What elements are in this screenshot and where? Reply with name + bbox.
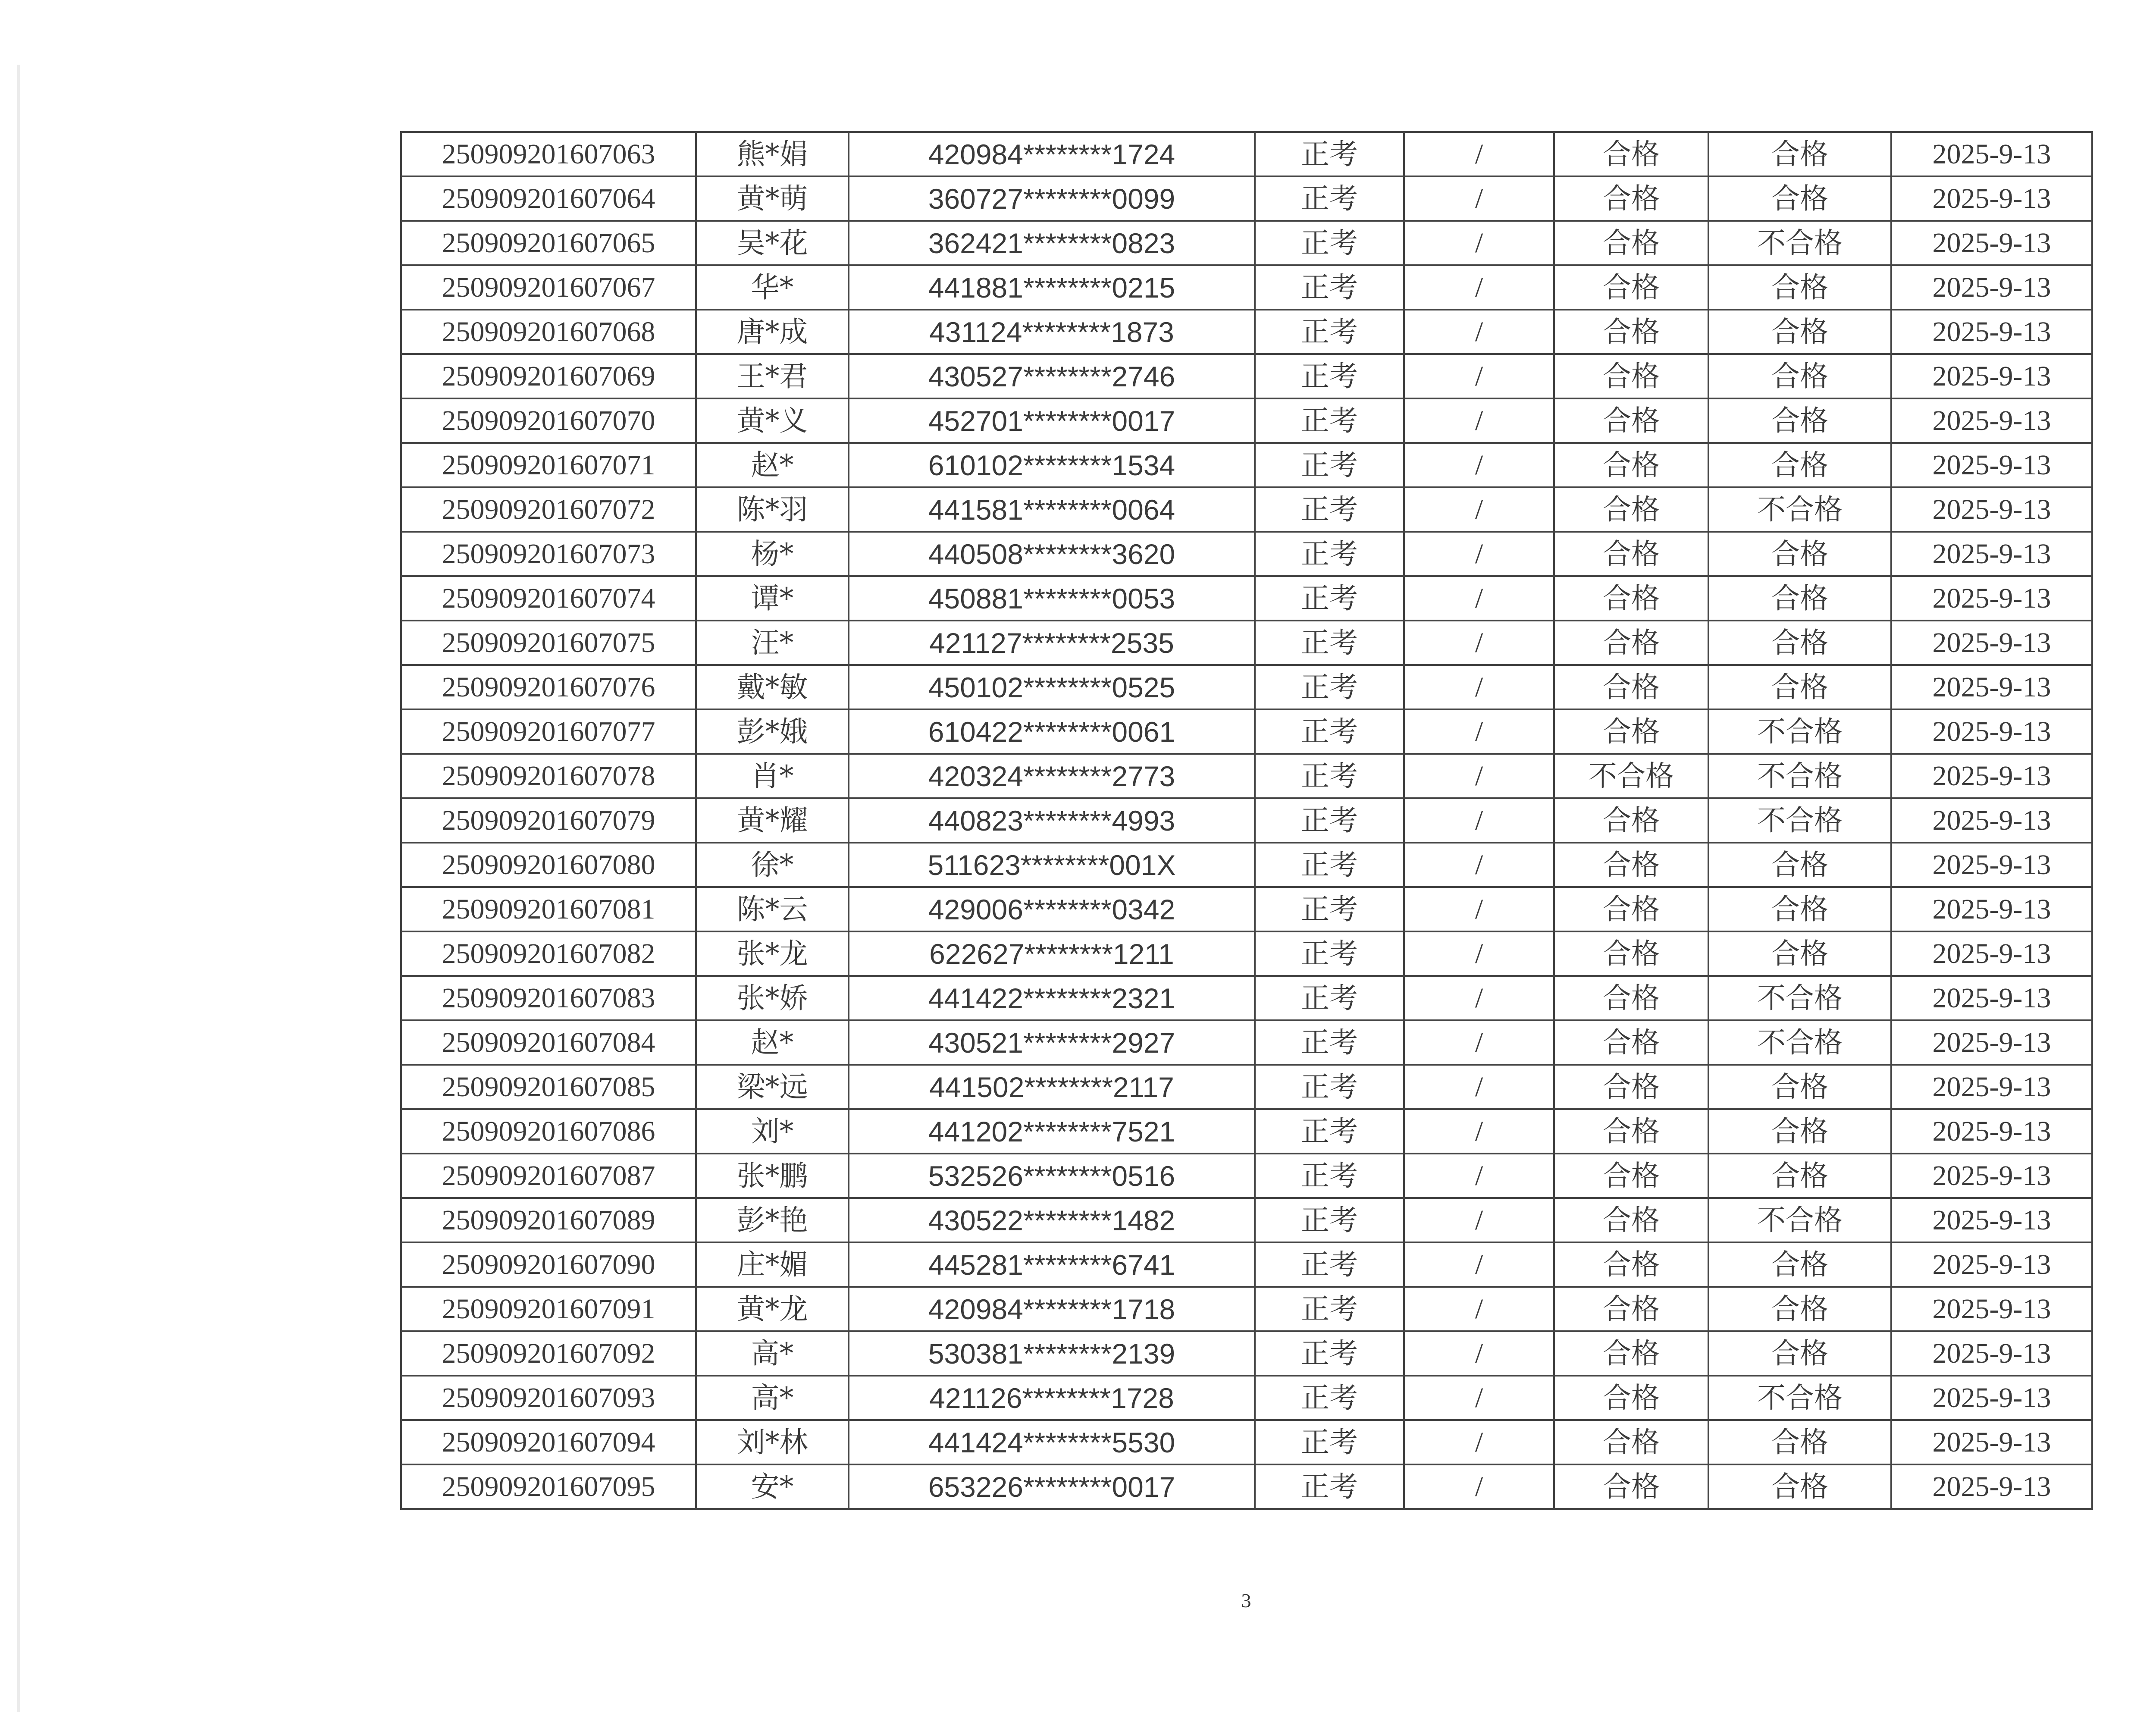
cell-result-2: 合格 xyxy=(1708,443,1891,487)
cell-exam-id: 250909201607069 xyxy=(401,354,696,398)
cell-slash: / xyxy=(1404,576,1554,621)
cell-name: 刘* xyxy=(696,1109,849,1154)
table-row xyxy=(401,310,2092,354)
cell-slash: / xyxy=(1404,798,1554,843)
cell-name: 唐*成 xyxy=(696,310,849,354)
cell-result-2: 合格 xyxy=(1708,354,1891,398)
cell-result-1: 合格 xyxy=(1554,1154,1708,1198)
table-row xyxy=(401,265,2092,310)
table-row xyxy=(401,1065,2092,1109)
cell-name: 熊*娟 xyxy=(696,132,849,176)
cell-date: 2025-9-13 xyxy=(1891,798,2092,843)
cell-slash: / xyxy=(1404,1287,1554,1331)
cell-id-card: 430527********2746 xyxy=(849,354,1255,398)
cell-exam-id: 250909201607076 xyxy=(401,665,696,709)
cell-slash: / xyxy=(1404,1198,1554,1242)
cell-exam-id: 250909201607083 xyxy=(401,976,696,1020)
cell-result-1: 合格 xyxy=(1554,887,1708,931)
cell-name: 陈*羽 xyxy=(696,487,849,532)
cell-name: 肖* xyxy=(696,754,849,798)
cell-exam-type: 正考 xyxy=(1255,1020,1404,1065)
cell-date: 2025-9-13 xyxy=(1891,1198,2092,1242)
cell-exam-id: 250909201607072 xyxy=(401,487,696,532)
cell-result-2: 合格 xyxy=(1708,1109,1891,1154)
cell-result-2: 合格 xyxy=(1708,176,1891,221)
cell-name: 黄*耀 xyxy=(696,798,849,843)
cell-result-2: 合格 xyxy=(1708,532,1891,576)
cell-name: 庄*媚 xyxy=(696,1242,849,1287)
cell-slash: / xyxy=(1404,532,1554,576)
table-row xyxy=(401,1020,2092,1065)
table-row xyxy=(401,754,2092,798)
cell-result-2: 不合格 xyxy=(1708,487,1891,532)
table-row xyxy=(401,354,2092,398)
scan-edge-shadow xyxy=(17,65,20,1712)
cell-result-1: 合格 xyxy=(1554,398,1708,443)
cell-slash: / xyxy=(1404,1154,1554,1198)
cell-id-card: 362421********0823 xyxy=(849,221,1255,265)
cell-id-card: 530381********2139 xyxy=(849,1331,1255,1376)
cell-result-2: 合格 xyxy=(1708,1420,1891,1464)
table-row xyxy=(401,1154,2092,1198)
table-row xyxy=(401,398,2092,443)
cell-name: 张*鹏 xyxy=(696,1154,849,1198)
cell-date: 2025-9-13 xyxy=(1891,1376,2092,1420)
table-row xyxy=(401,221,2092,265)
cell-result-1: 合格 xyxy=(1554,843,1708,887)
cell-name: 汪* xyxy=(696,621,849,665)
table-row xyxy=(401,1464,2092,1509)
cell-date: 2025-9-13 xyxy=(1891,754,2092,798)
cell-date: 2025-9-13 xyxy=(1891,132,2092,176)
cell-exam-id: 250909201607093 xyxy=(401,1376,696,1420)
cell-result-2: 合格 xyxy=(1708,1242,1891,1287)
cell-exam-id: 250909201607063 xyxy=(401,132,696,176)
cell-exam-type: 正考 xyxy=(1255,1242,1404,1287)
cell-exam-type: 正考 xyxy=(1255,798,1404,843)
cell-result-2: 合格 xyxy=(1708,621,1891,665)
cell-exam-id: 250909201607086 xyxy=(401,1109,696,1154)
cell-exam-id: 250909201607075 xyxy=(401,621,696,665)
cell-name: 黄*萌 xyxy=(696,176,849,221)
cell-name: 吴*花 xyxy=(696,221,849,265)
cell-name: 张*龙 xyxy=(696,931,849,976)
cell-date: 2025-9-13 xyxy=(1891,1154,2092,1198)
cell-exam-id: 250909201607079 xyxy=(401,798,696,843)
exam-results-table xyxy=(400,131,2093,1510)
cell-result-1: 合格 xyxy=(1554,1420,1708,1464)
table-row xyxy=(401,1331,2092,1376)
cell-result-1: 合格 xyxy=(1554,221,1708,265)
cell-id-card: 421126********1728 xyxy=(849,1376,1255,1420)
cell-id-card: 430521********2927 xyxy=(849,1020,1255,1065)
cell-name: 高* xyxy=(696,1376,849,1420)
cell-result-2: 合格 xyxy=(1708,665,1891,709)
cell-result-1: 合格 xyxy=(1554,798,1708,843)
cell-exam-type: 正考 xyxy=(1255,976,1404,1020)
cell-exam-id: 250909201607087 xyxy=(401,1154,696,1198)
cell-exam-type: 正考 xyxy=(1255,1376,1404,1420)
cell-result-2: 合格 xyxy=(1708,1464,1891,1509)
cell-result-1: 合格 xyxy=(1554,665,1708,709)
cell-id-card: 431124********1873 xyxy=(849,310,1255,354)
cell-exam-type: 正考 xyxy=(1255,754,1404,798)
cell-result-2: 不合格 xyxy=(1708,798,1891,843)
cell-exam-type: 正考 xyxy=(1255,532,1404,576)
cell-date: 2025-9-13 xyxy=(1891,1464,2092,1509)
table-row xyxy=(401,1420,2092,1464)
cell-slash: / xyxy=(1404,221,1554,265)
table-row xyxy=(401,931,2092,976)
cell-result-1: 不合格 xyxy=(1554,754,1708,798)
cell-name: 王*君 xyxy=(696,354,849,398)
table-row xyxy=(401,532,2092,576)
cell-slash: / xyxy=(1404,887,1554,931)
cell-id-card: 450881********0053 xyxy=(849,576,1255,621)
cell-slash: / xyxy=(1404,132,1554,176)
table-row xyxy=(401,1242,2092,1287)
cell-slash: / xyxy=(1404,976,1554,1020)
cell-exam-type: 正考 xyxy=(1255,265,1404,310)
cell-result-2: 合格 xyxy=(1708,310,1891,354)
cell-exam-id: 250909201607089 xyxy=(401,1198,696,1242)
cell-result-1: 合格 xyxy=(1554,1109,1708,1154)
cell-result-2: 不合格 xyxy=(1708,976,1891,1020)
cell-date: 2025-9-13 xyxy=(1891,621,2092,665)
cell-date: 2025-9-13 xyxy=(1891,1242,2092,1287)
cell-id-card: 429006********0342 xyxy=(849,887,1255,931)
cell-date: 2025-9-13 xyxy=(1891,576,2092,621)
cell-id-card: 532526********0516 xyxy=(849,1154,1255,1198)
cell-exam-type: 正考 xyxy=(1255,221,1404,265)
cell-id-card: 622627********1211 xyxy=(849,931,1255,976)
table-row xyxy=(401,132,2092,176)
cell-id-card: 441581********0064 xyxy=(849,487,1255,532)
cell-name: 赵* xyxy=(696,443,849,487)
cell-exam-type: 正考 xyxy=(1255,665,1404,709)
cell-exam-id: 250909201607064 xyxy=(401,176,696,221)
cell-date: 2025-9-13 xyxy=(1891,443,2092,487)
cell-result-2: 合格 xyxy=(1708,576,1891,621)
cell-result-2: 不合格 xyxy=(1708,1198,1891,1242)
table-body xyxy=(401,132,2092,1509)
cell-date: 2025-9-13 xyxy=(1891,221,2092,265)
cell-exam-id: 250909201607071 xyxy=(401,443,696,487)
cell-id-card: 441424********5530 xyxy=(849,1420,1255,1464)
cell-exam-type: 正考 xyxy=(1255,354,1404,398)
table-row xyxy=(401,443,2092,487)
cell-name: 戴*敏 xyxy=(696,665,849,709)
cell-name: 高* xyxy=(696,1331,849,1376)
cell-name: 徐* xyxy=(696,843,849,887)
cell-exam-id: 250909201607092 xyxy=(401,1331,696,1376)
cell-result-1: 合格 xyxy=(1554,1287,1708,1331)
cell-date: 2025-9-13 xyxy=(1891,354,2092,398)
cell-date: 2025-9-13 xyxy=(1891,398,2092,443)
cell-result-2: 合格 xyxy=(1708,887,1891,931)
cell-result-1: 合格 xyxy=(1554,176,1708,221)
cell-date: 2025-9-13 xyxy=(1891,843,2092,887)
cell-exam-type: 正考 xyxy=(1255,310,1404,354)
cell-result-1: 合格 xyxy=(1554,132,1708,176)
cell-slash: / xyxy=(1404,1065,1554,1109)
cell-name: 彭*娥 xyxy=(696,709,849,754)
cell-name: 谭* xyxy=(696,576,849,621)
cell-slash: / xyxy=(1404,709,1554,754)
cell-date: 2025-9-13 xyxy=(1891,1065,2092,1109)
cell-exam-id: 250909201607084 xyxy=(401,1020,696,1065)
cell-date: 2025-9-13 xyxy=(1891,887,2092,931)
cell-slash: / xyxy=(1404,1464,1554,1509)
cell-date: 2025-9-13 xyxy=(1891,1020,2092,1065)
cell-slash: / xyxy=(1404,1420,1554,1464)
cell-id-card: 450102********0525 xyxy=(849,665,1255,709)
cell-id-card: 511623********001X xyxy=(849,843,1255,887)
cell-id-card: 420984********1718 xyxy=(849,1287,1255,1331)
cell-id-card: 421127********2535 xyxy=(849,621,1255,665)
cell-result-1: 合格 xyxy=(1554,487,1708,532)
cell-exam-id: 250909201607085 xyxy=(401,1065,696,1109)
cell-result-1: 合格 xyxy=(1554,621,1708,665)
cell-name: 黄*龙 xyxy=(696,1287,849,1331)
cell-exam-id: 250909201607082 xyxy=(401,931,696,976)
cell-slash: / xyxy=(1404,354,1554,398)
cell-slash: / xyxy=(1404,665,1554,709)
cell-date: 2025-9-13 xyxy=(1891,931,2092,976)
cell-exam-type: 正考 xyxy=(1255,931,1404,976)
cell-exam-type: 正考 xyxy=(1255,709,1404,754)
cell-result-2: 不合格 xyxy=(1708,221,1891,265)
cell-id-card: 441881********0215 xyxy=(849,265,1255,310)
cell-exam-id: 250909201607073 xyxy=(401,532,696,576)
cell-slash: / xyxy=(1404,1242,1554,1287)
cell-result-2: 合格 xyxy=(1708,1154,1891,1198)
cell-result-2: 合格 xyxy=(1708,931,1891,976)
cell-name: 赵* xyxy=(696,1020,849,1065)
table-row xyxy=(401,487,2092,532)
cell-exam-type: 正考 xyxy=(1255,1287,1404,1331)
cell-exam-id: 250909201607078 xyxy=(401,754,696,798)
cell-slash: / xyxy=(1404,176,1554,221)
cell-date: 2025-9-13 xyxy=(1891,532,2092,576)
cell-result-1: 合格 xyxy=(1554,1198,1708,1242)
cell-date: 2025-9-13 xyxy=(1891,487,2092,532)
cell-name: 张*娇 xyxy=(696,976,849,1020)
cell-result-2: 合格 xyxy=(1708,398,1891,443)
cell-exam-type: 正考 xyxy=(1255,1331,1404,1376)
cell-result-1: 合格 xyxy=(1554,354,1708,398)
cell-id-card: 441502********2117 xyxy=(849,1065,1255,1109)
cell-result-1: 合格 xyxy=(1554,1376,1708,1420)
cell-exam-id: 250909201607091 xyxy=(401,1287,696,1331)
table-row xyxy=(401,1287,2092,1331)
table-row xyxy=(401,665,2092,709)
cell-name: 陈*云 xyxy=(696,887,849,931)
cell-exam-type: 正考 xyxy=(1255,576,1404,621)
cell-result-1: 合格 xyxy=(1554,576,1708,621)
cell-id-card: 430522********1482 xyxy=(849,1198,1255,1242)
cell-id-card: 441422********2321 xyxy=(849,976,1255,1020)
cell-name: 华* xyxy=(696,265,849,310)
cell-slash: / xyxy=(1404,843,1554,887)
cell-exam-type: 正考 xyxy=(1255,887,1404,931)
cell-date: 2025-9-13 xyxy=(1891,709,2092,754)
cell-slash: / xyxy=(1404,310,1554,354)
cell-result-1: 合格 xyxy=(1554,1065,1708,1109)
cell-date: 2025-9-13 xyxy=(1891,265,2092,310)
cell-slash: / xyxy=(1404,443,1554,487)
cell-result-1: 合格 xyxy=(1554,709,1708,754)
cell-exam-type: 正考 xyxy=(1255,398,1404,443)
cell-id-card: 441202********7521 xyxy=(849,1109,1255,1154)
cell-exam-id: 250909201607080 xyxy=(401,843,696,887)
cell-date: 2025-9-13 xyxy=(1891,1331,2092,1376)
cell-result-1: 合格 xyxy=(1554,1464,1708,1509)
cell-date: 2025-9-13 xyxy=(1891,176,2092,221)
cell-exam-type: 正考 xyxy=(1255,1420,1404,1464)
cell-name: 杨* xyxy=(696,532,849,576)
cell-result-2: 不合格 xyxy=(1708,754,1891,798)
table-row xyxy=(401,1198,2092,1242)
cell-exam-id: 250909201607090 xyxy=(401,1242,696,1287)
cell-slash: / xyxy=(1404,398,1554,443)
cell-exam-id: 250909201607070 xyxy=(401,398,696,443)
cell-result-1: 合格 xyxy=(1554,1020,1708,1065)
cell-slash: / xyxy=(1404,931,1554,976)
cell-exam-type: 正考 xyxy=(1255,1065,1404,1109)
cell-id-card: 610422********0061 xyxy=(849,709,1255,754)
cell-slash: / xyxy=(1404,487,1554,532)
cell-id-card: 440823********4993 xyxy=(849,798,1255,843)
cell-result-1: 合格 xyxy=(1554,931,1708,976)
cell-name: 安* xyxy=(696,1464,849,1509)
cell-result-1: 合格 xyxy=(1554,1242,1708,1287)
cell-id-card: 360727********0099 xyxy=(849,176,1255,221)
table-row xyxy=(401,621,2092,665)
table-row xyxy=(401,843,2092,887)
cell-slash: / xyxy=(1404,1376,1554,1420)
cell-date: 2025-9-13 xyxy=(1891,1109,2092,1154)
cell-date: 2025-9-13 xyxy=(1891,665,2092,709)
cell-date: 2025-9-13 xyxy=(1891,310,2092,354)
cell-slash: / xyxy=(1404,1109,1554,1154)
table-row xyxy=(401,887,2092,931)
cell-date: 2025-9-13 xyxy=(1891,1287,2092,1331)
table-row xyxy=(401,1376,2092,1420)
cell-slash: / xyxy=(1404,1020,1554,1065)
cell-result-2: 不合格 xyxy=(1708,1376,1891,1420)
cell-result-2: 合格 xyxy=(1708,1331,1891,1376)
cell-exam-id: 250909201607094 xyxy=(401,1420,696,1464)
cell-id-card: 420984********1724 xyxy=(849,132,1255,176)
cell-result-2: 合格 xyxy=(1708,1287,1891,1331)
cell-exam-type: 正考 xyxy=(1255,443,1404,487)
cell-exam-type: 正考 xyxy=(1255,1198,1404,1242)
cell-result-2: 合格 xyxy=(1708,132,1891,176)
cell-exam-id: 250909201607081 xyxy=(401,887,696,931)
cell-date: 2025-9-13 xyxy=(1891,1420,2092,1464)
cell-result-2: 不合格 xyxy=(1708,1020,1891,1065)
table-row xyxy=(401,1109,2092,1154)
cell-result-2: 合格 xyxy=(1708,1065,1891,1109)
cell-exam-id: 250909201607077 xyxy=(401,709,696,754)
cell-exam-id: 250909201607065 xyxy=(401,221,696,265)
cell-exam-type: 正考 xyxy=(1255,621,1404,665)
cell-result-2: 不合格 xyxy=(1708,709,1891,754)
cell-exam-type: 正考 xyxy=(1255,1464,1404,1509)
cell-date: 2025-9-13 xyxy=(1891,976,2092,1020)
cell-slash: / xyxy=(1404,621,1554,665)
cell-result-1: 合格 xyxy=(1554,1331,1708,1376)
cell-id-card: 610102********1534 xyxy=(849,443,1255,487)
cell-exam-type: 正考 xyxy=(1255,487,1404,532)
cell-id-card: 452701********0017 xyxy=(849,398,1255,443)
cell-exam-type: 正考 xyxy=(1255,132,1404,176)
cell-slash: / xyxy=(1404,754,1554,798)
cell-slash: / xyxy=(1404,265,1554,310)
cell-result-1: 合格 xyxy=(1554,310,1708,354)
page-number: 3 xyxy=(1241,1590,1251,1612)
cell-exam-type: 正考 xyxy=(1255,1109,1404,1154)
cell-exam-id: 250909201607095 xyxy=(401,1464,696,1509)
table-row xyxy=(401,709,2092,754)
cell-result-2: 合格 xyxy=(1708,843,1891,887)
cell-id-card: 440508********3620 xyxy=(849,532,1255,576)
table-row xyxy=(401,976,2092,1020)
cell-exam-id: 250909201607067 xyxy=(401,265,696,310)
cell-result-1: 合格 xyxy=(1554,443,1708,487)
cell-name: 梁*远 xyxy=(696,1065,849,1109)
cell-exam-type: 正考 xyxy=(1255,176,1404,221)
cell-id-card: 445281********6741 xyxy=(849,1242,1255,1287)
cell-exam-type: 正考 xyxy=(1255,1154,1404,1198)
cell-result-2: 合格 xyxy=(1708,265,1891,310)
cell-name: 彭*艳 xyxy=(696,1198,849,1242)
cell-exam-id: 250909201607068 xyxy=(401,310,696,354)
cell-id-card: 420324********2773 xyxy=(849,754,1255,798)
cell-id-card: 653226********0017 xyxy=(849,1464,1255,1509)
cell-result-1: 合格 xyxy=(1554,532,1708,576)
table-row xyxy=(401,176,2092,221)
cell-exam-type: 正考 xyxy=(1255,843,1404,887)
table-row xyxy=(401,576,2092,621)
cell-exam-id: 250909201607074 xyxy=(401,576,696,621)
cell-name: 刘*林 xyxy=(696,1420,849,1464)
cell-slash: / xyxy=(1404,1331,1554,1376)
table-row xyxy=(401,798,2092,843)
cell-name: 黄*义 xyxy=(696,398,849,443)
cell-result-1: 合格 xyxy=(1554,976,1708,1020)
cell-result-1: 合格 xyxy=(1554,265,1708,310)
